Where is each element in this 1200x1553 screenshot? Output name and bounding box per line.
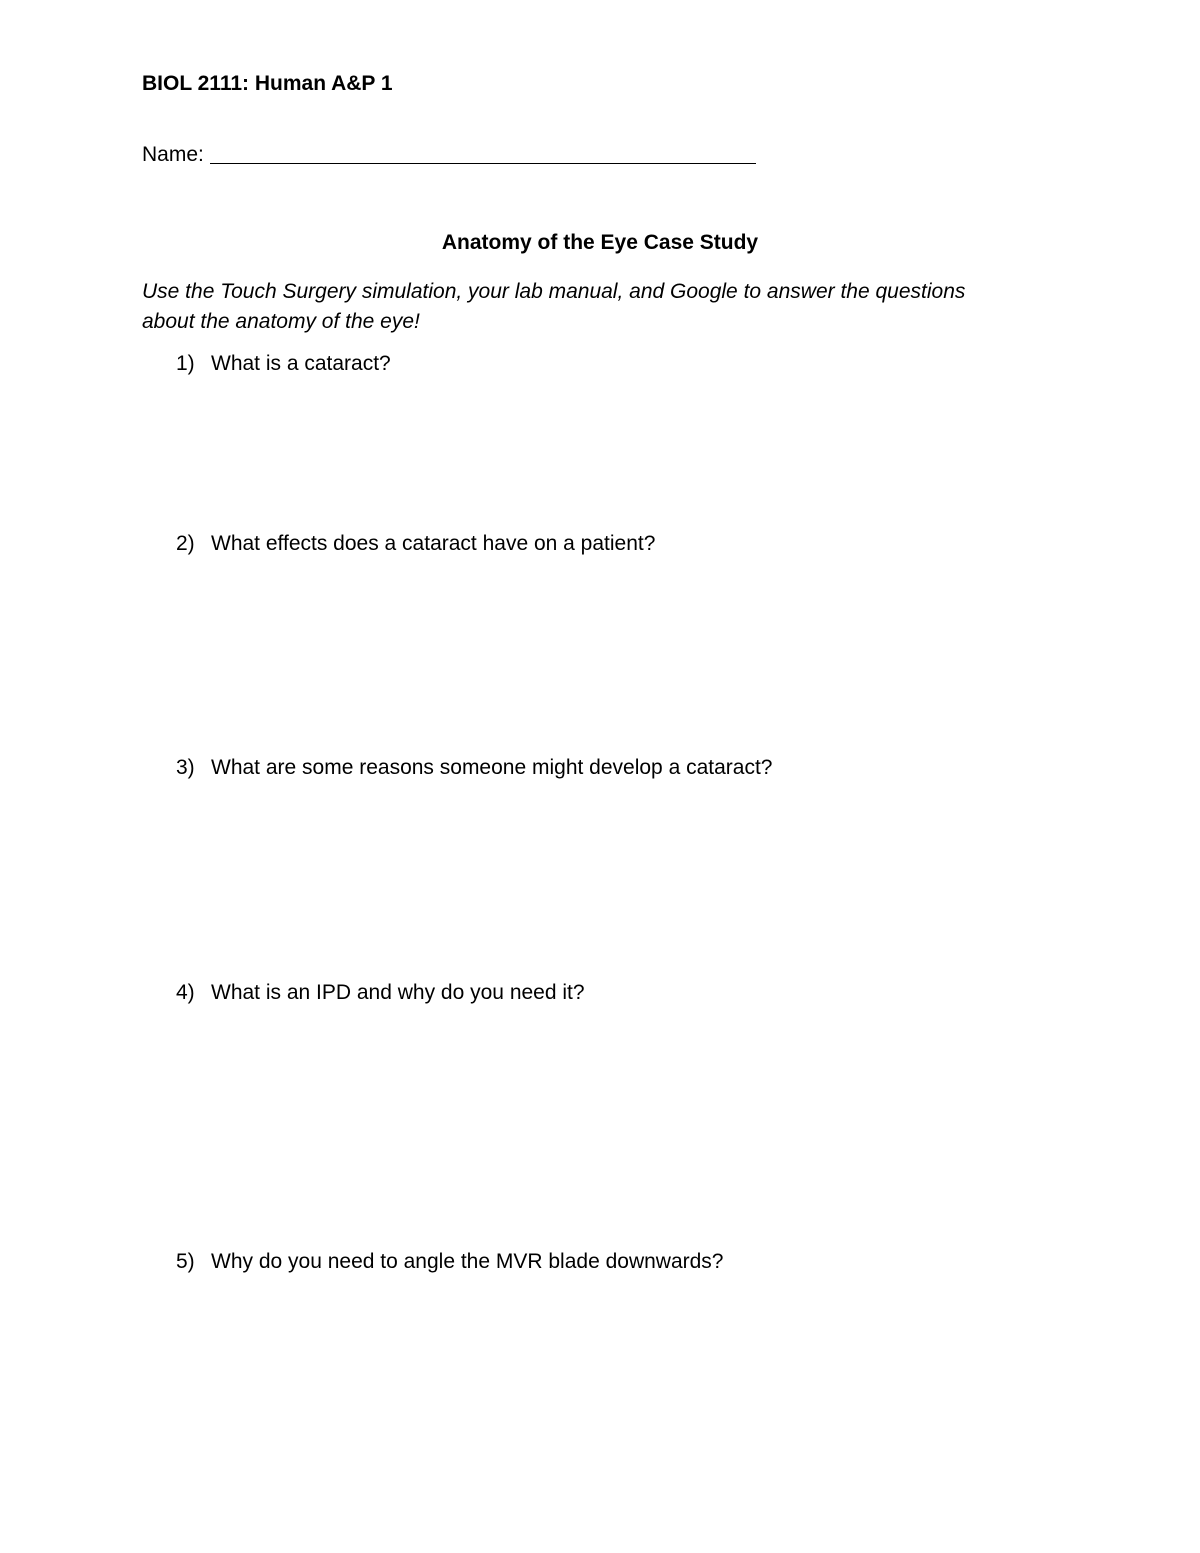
question-number: 4)	[176, 981, 195, 1004]
question-text: What is a cataract?	[211, 352, 391, 375]
name-field-row	[142, 143, 756, 167]
document-title: Anatomy of the Eye Case Study	[441, 231, 759, 254]
question-number: 1)	[176, 352, 195, 375]
question-number: 2)	[176, 532, 195, 555]
question-5	[176, 1250, 723, 1274]
instructions-text: Use the Touch Surgery simulation, your lab manual, and Google to answer the questions about the anatomy of the eye!	[142, 280, 966, 333]
question-number: 5)	[176, 1250, 195, 1273]
question-3	[176, 756, 772, 780]
question-1	[176, 352, 391, 376]
name-label: Name:	[142, 143, 204, 166]
name-blank-line[interactable]	[210, 163, 756, 164]
question-text: Why do you need to angle the MVR blade downwards?	[211, 1250, 724, 1273]
question-number: 3)	[176, 756, 195, 779]
question-2	[176, 532, 655, 556]
question-text: What is an IPD and why do you need it?	[211, 981, 585, 1004]
question-text: What effects does a cataract have on a patient?	[211, 532, 656, 555]
question-text: What are some reasons someone might develop a cataract?	[211, 756, 773, 779]
course-title: BIOL 2111: Human A&P 1	[142, 72, 393, 95]
question-4	[176, 981, 585, 1005]
